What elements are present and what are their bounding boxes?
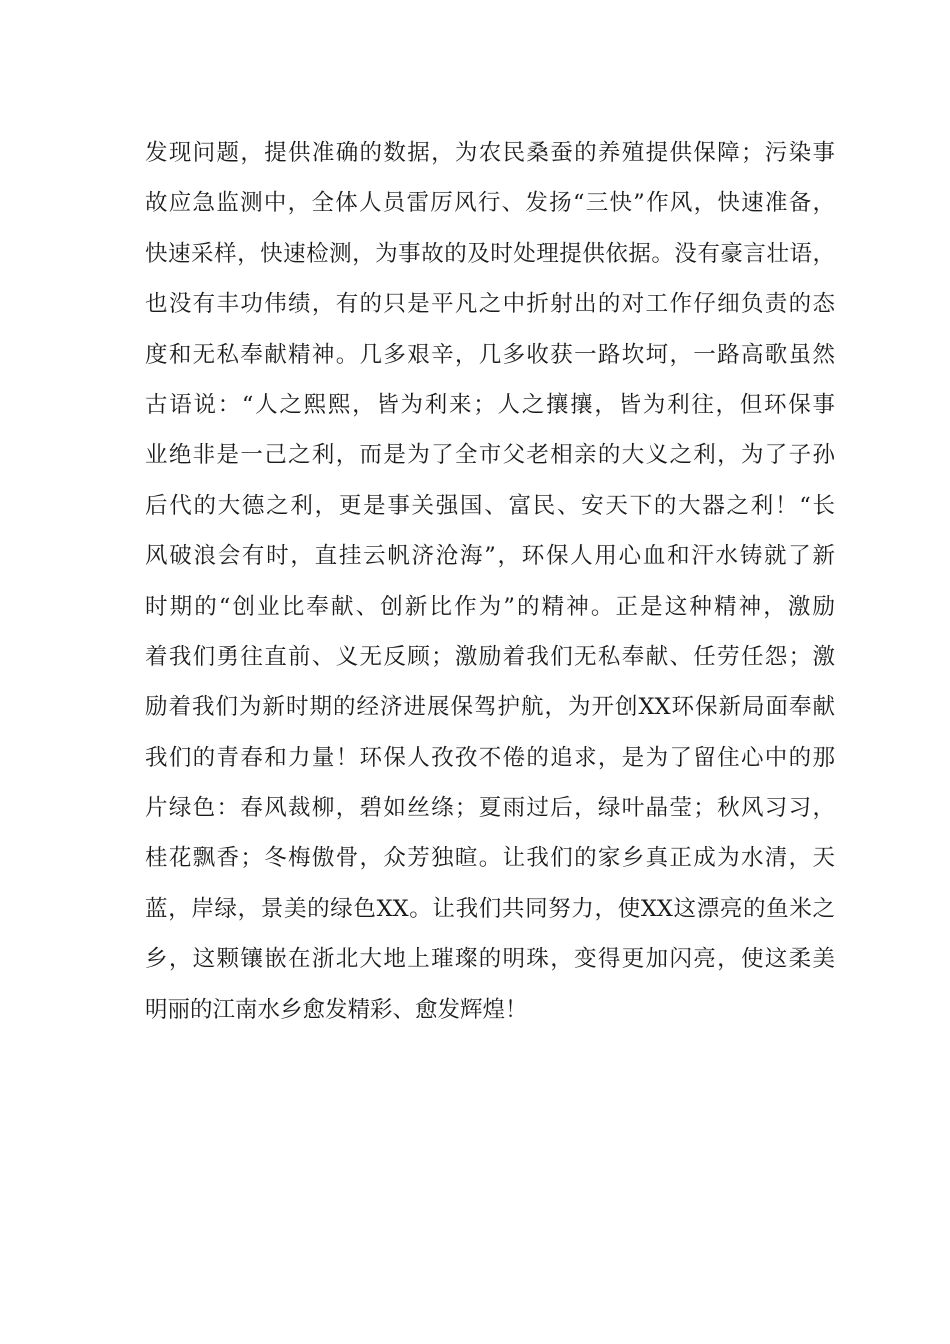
text-line: 桂花飘香；冬梅傲骨，众芳独暄。让我们的家乡真正成为水清，天 (145, 845, 835, 872)
text-line: 着我们勇往直前、义无反顾；激励着我们无私奉献、任劳任怨；激 (145, 643, 835, 670)
text-line: 蓝，岸绿，景美的绿色XX。让我们共同努力，使XX这漂亮的鱼米之 (145, 895, 835, 922)
text-line: 快速采样，快速检测，为事故的及时处理提供依据。没有豪言壮语， (145, 240, 835, 267)
text-line: 风破浪会有时，直挂云帆济沧海”，环保人用心血和汗水铸就了新 (145, 543, 835, 570)
text-line: 故应急监测中，全体人员雷厉风行、发扬“三快”作风，快速准备， (145, 190, 835, 217)
text-line: 古语说：“人之熙熙，皆为利来；人之攘攘，皆为利往，但环保事 (145, 391, 835, 418)
text-line: 也没有丰功伟绩，有的只是平凡之中折射出的对工作仔细负责的态 (145, 291, 835, 318)
text-line: 时期的“创业比奉献、创新比作为”的精神。正是这种精神，激励 (145, 593, 835, 620)
text-line: 我们的青春和力量！环保人孜孜不倦的追求，是为了留住心中的那 (145, 744, 835, 771)
text-line: 片绿色：春风裁柳，碧如丝绦；夏雨过后，绿叶晶莹；秋风习习， (145, 795, 835, 822)
text-line: 励着我们为新时期的经济进展保驾护航，为开创XX环保新局面奉献 (145, 694, 835, 721)
text-line: 度和无私奉献精神。几多艰辛，几多收获一路坎坷，一路高歌虽然 (145, 341, 835, 368)
body-paragraph (145, 128, 835, 1035)
text-line: 业绝非是一己之利，而是为了全市父老相亲的大义之利，为了子孙 (145, 442, 835, 469)
text-line: 发现问题，提供准确的数据，为农民桑蚕的养殖提供保障；污染事 (145, 140, 835, 166)
text-line: 乡，这颗镶嵌在浙北大地上璀璨的明珠，变得更加闪亮，使这柔美 (145, 946, 835, 973)
text-line: 明丽的江南水乡愈发精彩、愈发辉煌！ (145, 996, 528, 1023)
text-line: 后代的大德之利，更是事关强国、富民、安天下的大器之利！“长 (145, 492, 835, 519)
